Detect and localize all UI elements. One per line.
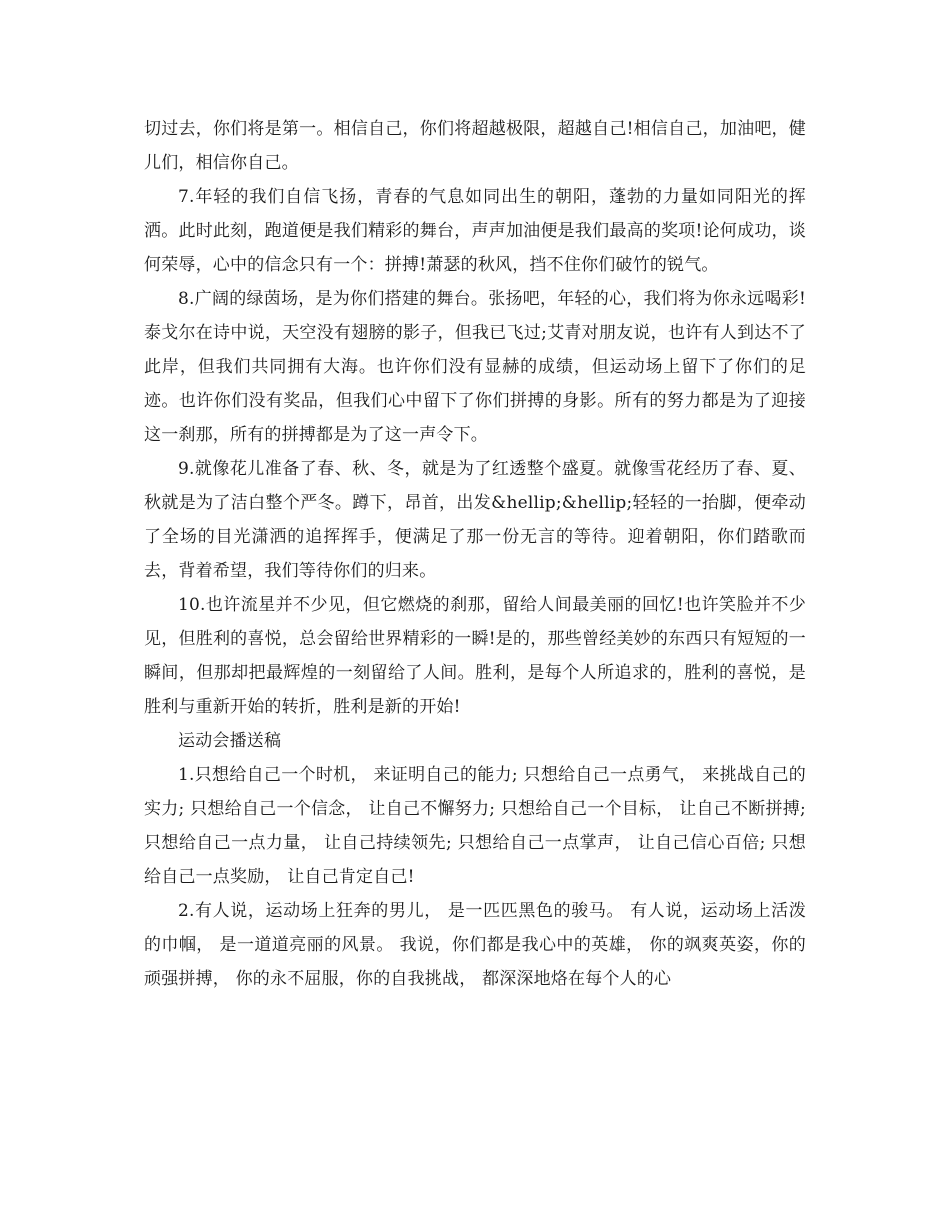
document-body bbox=[144, 112, 806, 996]
paragraph-9: 9.就像花儿准备了春、秋、冬，就是为了红透整个盛夏。就像雪花经历了春、夏、秋就是为了洁白整个严冬。蹲下，昂首，出发&hellip;&hellip;轻轻的一抬脚，便牵动了全场的目光潇洒的追挥挥手，便满足了那一份无言的等待。迎着朝阳，你们踏歌而去，背着希望，我们等待你们的归来。 bbox=[144, 459, 806, 581]
paragraph-broadcast-1: 1.只想给自己一个时机， 来证明自己的能力; 只想给自己一点勇气， 来挑战自己的实力; 只想给自己一个信念， 让自己不懈努力; 只想给自己一个目标， 让自己不断拼搏; 只想给自己一点力量， 让自己持续领先; 只想给自己一点掌声， 让自己信心百倍; 只想给自己一点奖励， 让自己肯定自己! bbox=[144, 765, 806, 887]
paragraph-8: 8.广阔的绿茵场，是为你们搭建的舞台。张扬吧，年轻的心，我们将为你永远喝彩!泰戈尔在诗中说，天空没有翅膀的影子，但我已飞过;艾青对朋友说，也许有人到达不了此岸，但我们共同拥有大海。也许你们没有显赫的成绩，但运动场上留下了你们的足迹。也许你们没有奖品，但我们心中留下了你们拼搏的身影。所有的努力都是为了迎接这一刹那，所有的拼搏都是为了这一声令下。 bbox=[144, 289, 806, 445]
paragraph-10: 10.也许流星并不少见，但它燃烧的刹那，留给人间最美丽的回忆!也许笑脸并不少见，但胜利的喜悦，总会留给世界精彩的一瞬!是的，那些曾经美妙的东西只有短短的一瞬间，但那却把最辉煌的一刻留给了人间。胜利，是每个人所追求的，胜利的喜悦，是胜利与重新开始的转折，胜利是新的开始! bbox=[144, 595, 806, 717]
paragraph-broadcast-2: 2.有人说，运动场上狂奔的男儿， 是一匹匹黑色的骏马。 有人说，运动场上活泼的巾帼， 是一道道亮丽的风景。 我说，你们都是我心中的英雄， 你的飒爽英姿，你的顽强拼搏， 你的永不屈服，你的自我挑战， 都深深地烙在每个人的心 bbox=[144, 901, 806, 989]
paragraph-7: 7.年轻的我们自信飞扬，青春的气息如同出生的朝阳，蓬勃的力量如同阳光的挥洒。此时此刻，跑道便是我们精彩的舞台，声声加油便是我们最高的奖项!论何成功，谈何荣辱，心中的信念只有一个：拼搏!萧瑟的秋风，挡不住你们破竹的锐气。 bbox=[144, 187, 806, 275]
section-heading: 运动会播送稿 bbox=[178, 731, 282, 751]
paragraph-continuation: 切过去，你们将是第一。相信自己，你们将超越极限，超越自己!相信自己，加油吧，健儿们，相信你自己。 bbox=[144, 119, 806, 173]
